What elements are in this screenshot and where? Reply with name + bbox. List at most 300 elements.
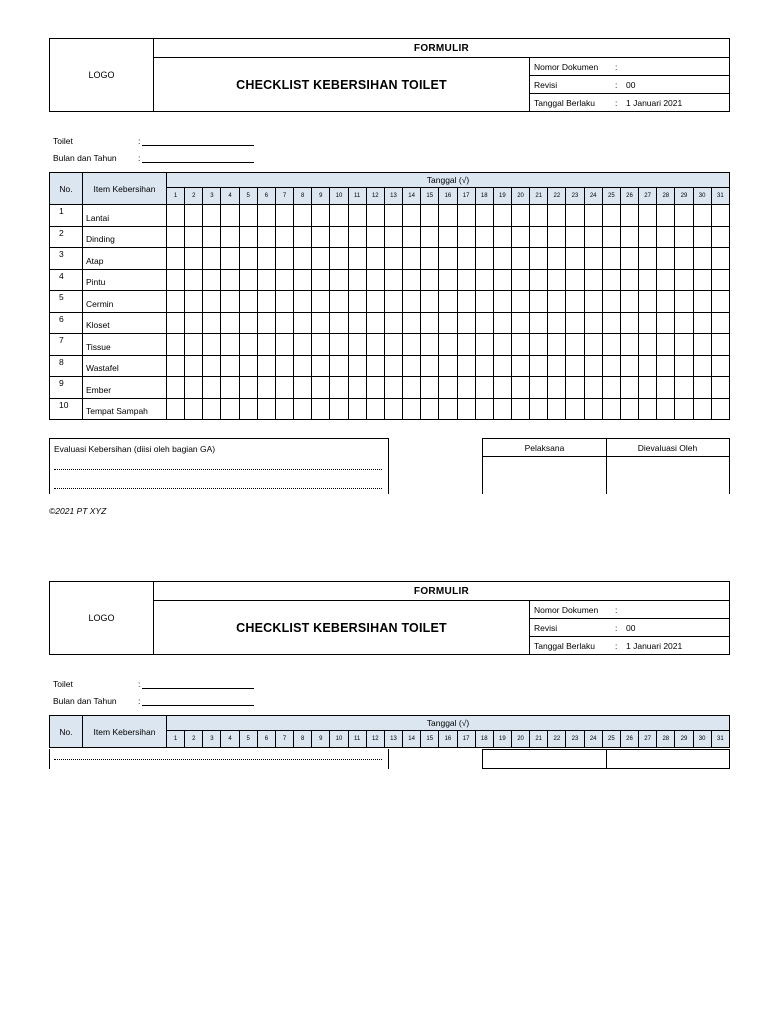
check-cell[interactable] <box>639 334 657 356</box>
check-cell[interactable] <box>693 334 711 356</box>
check-cell[interactable] <box>711 334 729 356</box>
check-cell[interactable] <box>657 291 675 313</box>
check-cell[interactable] <box>584 377 602 399</box>
check-cell[interactable] <box>167 226 185 248</box>
check-cell[interactable] <box>584 269 602 291</box>
check-cell[interactable] <box>602 205 620 227</box>
check-cell[interactable] <box>167 248 185 270</box>
check-cell[interactable] <box>366 377 384 399</box>
check-cell[interactable] <box>657 269 675 291</box>
check-cell[interactable] <box>639 312 657 334</box>
check-cell[interactable] <box>421 334 439 356</box>
check-cell[interactable] <box>548 269 566 291</box>
check-cell[interactable] <box>403 205 421 227</box>
toilet-blank-line[interactable] <box>142 137 254 146</box>
check-cell[interactable] <box>294 377 312 399</box>
check-cell[interactable] <box>384 291 402 313</box>
check-cell[interactable] <box>239 291 257 313</box>
check-cell[interactable] <box>257 248 275 270</box>
check-cell[interactable] <box>275 291 293 313</box>
check-cell[interactable] <box>348 377 366 399</box>
check-cell[interactable] <box>566 248 584 270</box>
check-cell[interactable] <box>294 398 312 420</box>
check-cell[interactable] <box>221 205 239 227</box>
check-cell[interactable] <box>439 248 457 270</box>
check-cell[interactable] <box>348 226 366 248</box>
check-cell[interactable] <box>221 377 239 399</box>
check-cell[interactable] <box>530 377 548 399</box>
check-cell[interactable] <box>511 398 529 420</box>
check-cell[interactable] <box>275 226 293 248</box>
check-cell[interactable] <box>475 226 493 248</box>
check-cell[interactable] <box>167 398 185 420</box>
check-cell[interactable] <box>639 248 657 270</box>
check-cell[interactable] <box>693 291 711 313</box>
check-cell[interactable] <box>330 269 348 291</box>
check-cell[interactable] <box>203 312 221 334</box>
check-cell[interactable] <box>530 269 548 291</box>
check-cell[interactable] <box>584 398 602 420</box>
check-cell[interactable] <box>275 398 293 420</box>
check-cell[interactable] <box>384 377 402 399</box>
check-cell[interactable] <box>675 398 693 420</box>
check-cell[interactable] <box>421 398 439 420</box>
check-cell[interactable] <box>275 334 293 356</box>
check-cell[interactable] <box>239 205 257 227</box>
check-cell[interactable] <box>511 377 529 399</box>
check-cell[interactable] <box>294 334 312 356</box>
check-cell[interactable] <box>167 291 185 313</box>
check-cell[interactable] <box>711 377 729 399</box>
check-cell[interactable] <box>275 312 293 334</box>
check-cell[interactable] <box>221 269 239 291</box>
check-cell[interactable] <box>493 269 511 291</box>
check-cell[interactable] <box>657 377 675 399</box>
check-cell[interactable] <box>475 248 493 270</box>
check-cell[interactable] <box>548 334 566 356</box>
check-cell[interactable] <box>657 226 675 248</box>
check-cell[interactable] <box>185 355 203 377</box>
check-cell[interactable] <box>657 355 675 377</box>
check-cell[interactable] <box>366 205 384 227</box>
check-cell[interactable] <box>711 355 729 377</box>
evaluation-dotted-line[interactable] <box>54 759 382 760</box>
check-cell[interactable] <box>312 226 330 248</box>
check-cell[interactable] <box>475 312 493 334</box>
check-cell[interactable] <box>457 355 475 377</box>
check-cell[interactable] <box>693 312 711 334</box>
check-cell[interactable] <box>403 398 421 420</box>
check-cell[interactable] <box>548 291 566 313</box>
check-cell[interactable] <box>330 205 348 227</box>
check-cell[interactable] <box>584 291 602 313</box>
check-cell[interactable] <box>257 398 275 420</box>
check-cell[interactable] <box>294 312 312 334</box>
check-cell[interactable] <box>348 269 366 291</box>
check-cell[interactable] <box>312 377 330 399</box>
check-cell[interactable] <box>711 398 729 420</box>
check-cell[interactable] <box>602 334 620 356</box>
check-cell[interactable] <box>257 334 275 356</box>
check-cell[interactable] <box>639 269 657 291</box>
check-cell[interactable] <box>639 377 657 399</box>
check-cell[interactable] <box>421 291 439 313</box>
check-cell[interactable] <box>239 312 257 334</box>
check-cell[interactable] <box>185 312 203 334</box>
check-cell[interactable] <box>239 248 257 270</box>
check-cell[interactable] <box>330 248 348 270</box>
evaluation-dotted-line[interactable] <box>54 469 382 470</box>
check-cell[interactable] <box>185 291 203 313</box>
check-cell[interactable] <box>275 205 293 227</box>
check-cell[interactable] <box>620 377 638 399</box>
check-cell[interactable] <box>167 334 185 356</box>
check-cell[interactable] <box>294 269 312 291</box>
check-cell[interactable] <box>239 226 257 248</box>
field-bulan-tahun[interactable] <box>53 151 254 163</box>
check-cell[interactable] <box>439 312 457 334</box>
check-cell[interactable] <box>439 226 457 248</box>
check-cell[interactable] <box>639 226 657 248</box>
check-cell[interactable] <box>620 398 638 420</box>
check-cell[interactable] <box>675 248 693 270</box>
check-cell[interactable] <box>421 312 439 334</box>
check-cell[interactable] <box>675 226 693 248</box>
check-cell[interactable] <box>693 269 711 291</box>
check-cell[interactable] <box>639 291 657 313</box>
check-cell[interactable] <box>602 377 620 399</box>
check-cell[interactable] <box>330 291 348 313</box>
check-cell[interactable] <box>348 355 366 377</box>
check-cell[interactable] <box>620 334 638 356</box>
check-cell[interactable] <box>675 355 693 377</box>
check-cell[interactable] <box>439 205 457 227</box>
check-cell[interactable] <box>384 269 402 291</box>
check-cell[interactable] <box>675 312 693 334</box>
check-cell[interactable] <box>493 248 511 270</box>
check-cell[interactable] <box>203 291 221 313</box>
check-cell[interactable] <box>566 377 584 399</box>
check-cell[interactable] <box>366 226 384 248</box>
check-cell[interactable] <box>657 205 675 227</box>
check-cell[interactable] <box>384 398 402 420</box>
check-cell[interactable] <box>330 312 348 334</box>
check-cell[interactable] <box>275 269 293 291</box>
check-cell[interactable] <box>457 334 475 356</box>
check-cell[interactable] <box>530 248 548 270</box>
check-cell[interactable] <box>439 291 457 313</box>
check-cell[interactable] <box>457 226 475 248</box>
check-cell[interactable] <box>366 291 384 313</box>
check-cell[interactable] <box>366 248 384 270</box>
check-cell[interactable] <box>548 312 566 334</box>
check-cell[interactable] <box>330 355 348 377</box>
check-cell[interactable] <box>566 291 584 313</box>
check-cell[interactable] <box>693 205 711 227</box>
check-cell[interactable] <box>421 269 439 291</box>
check-cell[interactable] <box>639 205 657 227</box>
check-cell[interactable] <box>475 291 493 313</box>
check-cell[interactable] <box>239 334 257 356</box>
check-cell[interactable] <box>294 226 312 248</box>
check-cell[interactable] <box>384 248 402 270</box>
check-cell[interactable] <box>384 226 402 248</box>
check-cell[interactable] <box>620 355 638 377</box>
check-cell[interactable] <box>185 269 203 291</box>
check-cell[interactable] <box>421 355 439 377</box>
check-cell[interactable] <box>203 269 221 291</box>
check-cell[interactable] <box>294 248 312 270</box>
check-cell[interactable] <box>312 355 330 377</box>
check-cell[interactable] <box>620 226 638 248</box>
check-cell[interactable] <box>457 269 475 291</box>
check-cell[interactable] <box>693 398 711 420</box>
evaluation-box-fragment[interactable] <box>49 749 389 769</box>
check-cell[interactable] <box>221 312 239 334</box>
check-cell[interactable] <box>584 248 602 270</box>
check-cell[interactable] <box>602 355 620 377</box>
check-cell[interactable] <box>312 312 330 334</box>
check-cell[interactable] <box>675 205 693 227</box>
check-cell[interactable] <box>203 205 221 227</box>
check-cell[interactable] <box>185 377 203 399</box>
evaluation-box[interactable] <box>49 438 389 494</box>
check-cell[interactable] <box>675 291 693 313</box>
check-cell[interactable] <box>167 355 185 377</box>
check-cell[interactable] <box>294 205 312 227</box>
check-cell[interactable] <box>657 248 675 270</box>
check-cell[interactable] <box>257 355 275 377</box>
check-cell[interactable] <box>493 398 511 420</box>
check-cell[interactable] <box>421 226 439 248</box>
check-cell[interactable] <box>348 205 366 227</box>
check-cell[interactable] <box>602 226 620 248</box>
check-cell[interactable] <box>257 269 275 291</box>
check-cell[interactable] <box>530 355 548 377</box>
check-cell[interactable] <box>257 226 275 248</box>
check-cell[interactable] <box>475 334 493 356</box>
check-cell[interactable] <box>403 248 421 270</box>
check-cell[interactable] <box>221 398 239 420</box>
check-cell[interactable] <box>620 269 638 291</box>
check-cell[interactable] <box>493 291 511 313</box>
field-toilet[interactable] <box>53 134 254 146</box>
check-cell[interactable] <box>275 248 293 270</box>
check-cell[interactable] <box>693 226 711 248</box>
check-cell[interactable] <box>475 398 493 420</box>
check-cell[interactable] <box>548 377 566 399</box>
check-cell[interactable] <box>548 226 566 248</box>
check-cell[interactable] <box>421 377 439 399</box>
check-cell[interactable] <box>602 312 620 334</box>
check-cell[interactable] <box>566 398 584 420</box>
check-cell[interactable] <box>584 334 602 356</box>
check-cell[interactable] <box>403 377 421 399</box>
check-cell[interactable] <box>221 226 239 248</box>
check-cell[interactable] <box>312 269 330 291</box>
check-cell[interactable] <box>475 355 493 377</box>
check-cell[interactable] <box>566 355 584 377</box>
check-cell[interactable] <box>566 205 584 227</box>
check-cell[interactable] <box>711 226 729 248</box>
check-cell[interactable] <box>203 355 221 377</box>
check-cell[interactable] <box>530 334 548 356</box>
check-cell[interactable] <box>294 291 312 313</box>
check-cell[interactable] <box>620 248 638 270</box>
check-cell[interactable] <box>548 205 566 227</box>
check-cell[interactable] <box>693 377 711 399</box>
check-cell[interactable] <box>530 398 548 420</box>
check-cell[interactable] <box>203 377 221 399</box>
check-cell[interactable] <box>275 355 293 377</box>
check-cell[interactable] <box>239 398 257 420</box>
check-cell[interactable] <box>185 205 203 227</box>
check-cell[interactable] <box>384 205 402 227</box>
check-cell[interactable] <box>366 334 384 356</box>
check-cell[interactable] <box>384 312 402 334</box>
check-cell[interactable] <box>493 334 511 356</box>
check-cell[interactable] <box>167 377 185 399</box>
check-cell[interactable] <box>675 377 693 399</box>
check-cell[interactable] <box>584 226 602 248</box>
check-cell[interactable] <box>203 248 221 270</box>
check-cell[interactable] <box>312 291 330 313</box>
check-cell[interactable] <box>711 248 729 270</box>
check-cell[interactable] <box>239 355 257 377</box>
check-cell[interactable] <box>384 355 402 377</box>
check-cell[interactable] <box>548 248 566 270</box>
check-cell[interactable] <box>711 312 729 334</box>
check-cell[interactable] <box>584 355 602 377</box>
check-cell[interactable] <box>330 226 348 248</box>
check-cell[interactable] <box>439 355 457 377</box>
check-cell[interactable] <box>457 291 475 313</box>
check-cell[interactable] <box>511 312 529 334</box>
check-cell[interactable] <box>439 398 457 420</box>
check-cell[interactable] <box>221 248 239 270</box>
check-cell[interactable] <box>457 377 475 399</box>
check-cell[interactable] <box>511 205 529 227</box>
check-cell[interactable] <box>439 334 457 356</box>
check-cell[interactable] <box>348 312 366 334</box>
check-cell[interactable] <box>366 312 384 334</box>
check-cell[interactable] <box>185 334 203 356</box>
check-cell[interactable] <box>403 226 421 248</box>
check-cell[interactable] <box>203 334 221 356</box>
check-cell[interactable] <box>675 334 693 356</box>
check-cell[interactable] <box>312 398 330 420</box>
check-cell[interactable] <box>493 205 511 227</box>
check-cell[interactable] <box>257 291 275 313</box>
check-cell[interactable] <box>584 312 602 334</box>
check-cell[interactable] <box>511 334 529 356</box>
check-cell[interactable] <box>511 226 529 248</box>
check-cell[interactable] <box>239 377 257 399</box>
check-cell[interactable] <box>657 334 675 356</box>
check-cell[interactable] <box>566 334 584 356</box>
check-cell[interactable] <box>530 205 548 227</box>
check-cell[interactable] <box>275 377 293 399</box>
check-cell[interactable] <box>548 398 566 420</box>
field-toilet[interactable] <box>53 677 254 689</box>
check-cell[interactable] <box>602 398 620 420</box>
check-cell[interactable] <box>348 334 366 356</box>
check-cell[interactable] <box>548 355 566 377</box>
check-cell[interactable] <box>384 334 402 356</box>
check-cell[interactable] <box>457 205 475 227</box>
bulan-tahun-blank-line[interactable] <box>142 697 254 706</box>
check-cell[interactable] <box>457 312 475 334</box>
check-cell[interactable] <box>403 355 421 377</box>
check-cell[interactable] <box>439 269 457 291</box>
check-cell[interactable] <box>530 291 548 313</box>
check-cell[interactable] <box>257 312 275 334</box>
check-cell[interactable] <box>657 312 675 334</box>
check-cell[interactable] <box>294 355 312 377</box>
check-cell[interactable] <box>257 205 275 227</box>
check-cell[interactable] <box>511 248 529 270</box>
check-cell[interactable] <box>620 291 638 313</box>
check-cell[interactable] <box>475 377 493 399</box>
check-cell[interactable] <box>221 334 239 356</box>
check-cell[interactable] <box>366 398 384 420</box>
check-cell[interactable] <box>403 269 421 291</box>
check-cell[interactable] <box>185 226 203 248</box>
check-cell[interactable] <box>475 205 493 227</box>
check-cell[interactable] <box>566 226 584 248</box>
check-cell[interactable] <box>511 355 529 377</box>
check-cell[interactable] <box>493 355 511 377</box>
check-cell[interactable] <box>511 269 529 291</box>
field-bulan-tahun[interactable] <box>53 694 254 706</box>
check-cell[interactable] <box>167 269 185 291</box>
check-cell[interactable] <box>675 269 693 291</box>
check-cell[interactable] <box>403 334 421 356</box>
check-cell[interactable] <box>330 334 348 356</box>
check-cell[interactable] <box>203 226 221 248</box>
bulan-tahun-blank-line[interactable] <box>142 154 254 163</box>
check-cell[interactable] <box>348 398 366 420</box>
check-cell[interactable] <box>639 398 657 420</box>
check-cell[interactable] <box>493 226 511 248</box>
check-cell[interactable] <box>457 398 475 420</box>
check-cell[interactable] <box>348 291 366 313</box>
check-cell[interactable] <box>530 226 548 248</box>
check-cell[interactable] <box>185 398 203 420</box>
check-cell[interactable] <box>602 291 620 313</box>
check-cell[interactable] <box>366 269 384 291</box>
check-cell[interactable] <box>639 355 657 377</box>
check-cell[interactable] <box>657 398 675 420</box>
check-cell[interactable] <box>330 398 348 420</box>
check-cell[interactable] <box>693 355 711 377</box>
check-cell[interactable] <box>602 248 620 270</box>
check-cell[interactable] <box>403 312 421 334</box>
check-cell[interactable] <box>693 248 711 270</box>
check-cell[interactable] <box>711 269 729 291</box>
check-cell[interactable] <box>221 355 239 377</box>
check-cell[interactable] <box>330 377 348 399</box>
check-cell[interactable] <box>511 291 529 313</box>
check-cell[interactable] <box>257 377 275 399</box>
check-cell[interactable] <box>566 269 584 291</box>
check-cell[interactable] <box>348 248 366 270</box>
check-cell[interactable] <box>457 248 475 270</box>
check-cell[interactable] <box>475 269 493 291</box>
evaluation-dotted-line[interactable] <box>54 488 382 489</box>
check-cell[interactable] <box>421 248 439 270</box>
check-cell[interactable] <box>620 312 638 334</box>
